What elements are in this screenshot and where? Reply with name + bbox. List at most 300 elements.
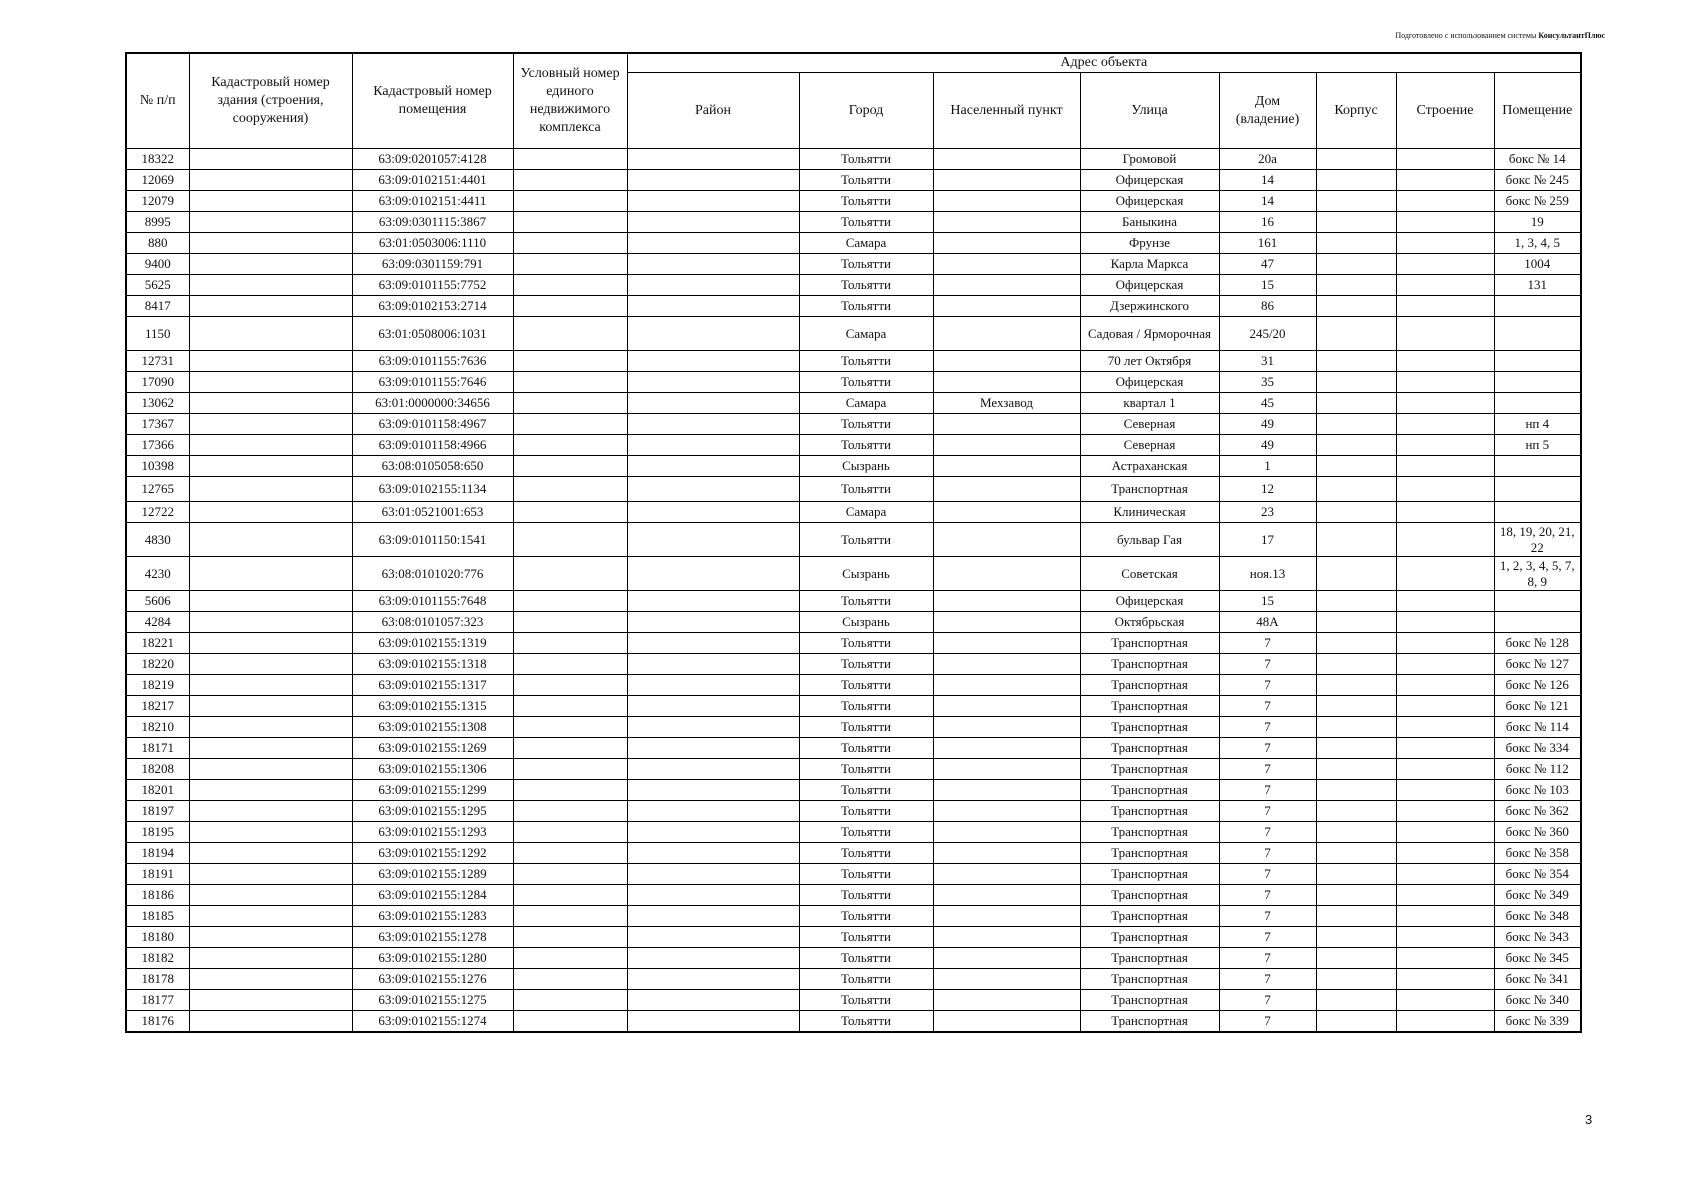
cell-city: Сызрань: [799, 557, 933, 591]
cell-num: 18171: [126, 738, 189, 759]
cell-building: [1316, 717, 1396, 738]
cell-num: 5625: [126, 275, 189, 296]
cell-settlement: [933, 557, 1080, 591]
cell-room-cadastral: 63:09:0102155:1308: [352, 717, 513, 738]
cell-structure: [1396, 591, 1494, 612]
table-row: [126, 801, 1581, 822]
cell-street: Транспортная: [1080, 969, 1219, 990]
cell-city: Тольятти: [799, 969, 933, 990]
table-row: [126, 696, 1581, 717]
cell-building: [1316, 1011, 1396, 1033]
cell-structure: [1396, 612, 1494, 633]
cell-building-cadastral: [189, 317, 352, 351]
cell-street: Транспортная: [1080, 780, 1219, 801]
cell-num: 17366: [126, 435, 189, 456]
cell-room-cadastral: 63:09:0102151:4401: [352, 170, 513, 191]
cell-building: [1316, 801, 1396, 822]
cell-room: бокс № 354: [1494, 864, 1581, 885]
cell-building: [1316, 456, 1396, 477]
cell-room-cadastral: 63:09:0102155:1292: [352, 843, 513, 864]
cell-building: [1316, 864, 1396, 885]
cell-settlement: [933, 233, 1080, 254]
cell-room: 1, 2, 3, 4, 5, 7, 8, 9: [1494, 557, 1581, 591]
cell-district: [627, 191, 799, 212]
cell-building: [1316, 969, 1396, 990]
cell-city: Тольятти: [799, 654, 933, 675]
cell-house: 7: [1219, 654, 1316, 675]
cell-structure: [1396, 969, 1494, 990]
cell-district: [627, 372, 799, 393]
cell-complex-number: [513, 633, 627, 654]
cell-district: [627, 969, 799, 990]
cell-complex-number: [513, 317, 627, 351]
cell-house: 31: [1219, 351, 1316, 372]
cell-room: бокс № 345: [1494, 948, 1581, 969]
cell-num: 8417: [126, 296, 189, 317]
cell-num: 18210: [126, 717, 189, 738]
cell-structure: [1396, 233, 1494, 254]
cell-structure: [1396, 149, 1494, 170]
cell-room: нп 5: [1494, 435, 1581, 456]
cell-settlement: [933, 780, 1080, 801]
cell-house: ноя.13: [1219, 557, 1316, 591]
cell-complex-number: [513, 351, 627, 372]
table-row: [126, 822, 1581, 843]
header-prefix: Подготовлено с использованием системы: [1395, 31, 1537, 40]
cell-room-cadastral: 63:09:0102155:1289: [352, 864, 513, 885]
cell-structure: [1396, 801, 1494, 822]
cell-city: Тольятти: [799, 1011, 933, 1033]
cell-house: 7: [1219, 759, 1316, 780]
cell-settlement: [933, 351, 1080, 372]
cell-room-cadastral: 63:09:0102155:1278: [352, 927, 513, 948]
cell-building-cadastral: [189, 633, 352, 654]
cell-building: [1316, 372, 1396, 393]
table-row: [126, 296, 1581, 317]
cell-building: [1316, 317, 1396, 351]
cell-room-cadastral: 63:09:0102155:1283: [352, 906, 513, 927]
cell-city: Тольятти: [799, 696, 933, 717]
cell-complex-number: [513, 885, 627, 906]
cell-settlement: [933, 801, 1080, 822]
cell-street: Транспортная: [1080, 738, 1219, 759]
cell-city: Тольятти: [799, 212, 933, 233]
cell-district: [627, 1011, 799, 1033]
cell-street: Астраханская: [1080, 456, 1219, 477]
cell-street: Транспортная: [1080, 843, 1219, 864]
cell-room: бокс № 126: [1494, 675, 1581, 696]
cell-complex-number: [513, 654, 627, 675]
cell-settlement: [933, 591, 1080, 612]
cell-settlement: [933, 149, 1080, 170]
cell-building-cadastral: [189, 948, 352, 969]
table-row: [126, 372, 1581, 393]
cell-district: [627, 822, 799, 843]
cell-complex-number: [513, 149, 627, 170]
cell-building: [1316, 591, 1396, 612]
cell-city: Тольятти: [799, 843, 933, 864]
cell-settlement: [933, 990, 1080, 1011]
table-row: [126, 906, 1581, 927]
cell-street: Транспортная: [1080, 696, 1219, 717]
cell-num: 18322: [126, 149, 189, 170]
cell-district: [627, 633, 799, 654]
cell-structure: [1396, 456, 1494, 477]
cell-room: бокс № 349: [1494, 885, 1581, 906]
cell-street: Садовая / Ярморочная: [1080, 317, 1219, 351]
cell-num: 18180: [126, 927, 189, 948]
cell-num: 18177: [126, 990, 189, 1011]
cell-structure: [1396, 717, 1494, 738]
cell-complex-number: [513, 435, 627, 456]
cell-room: [1494, 456, 1581, 477]
cell-building: [1316, 149, 1396, 170]
table-row: [126, 233, 1581, 254]
cell-settlement: [933, 296, 1080, 317]
cell-house: 7: [1219, 864, 1316, 885]
cell-structure: [1396, 927, 1494, 948]
cell-room: бокс № 348: [1494, 906, 1581, 927]
cell-room: бокс № 340: [1494, 990, 1581, 1011]
cell-city: Тольятти: [799, 717, 933, 738]
cell-street: Транспортная: [1080, 717, 1219, 738]
cell-room: бокс № 128: [1494, 633, 1581, 654]
cell-num: 18186: [126, 885, 189, 906]
table-row: [126, 435, 1581, 456]
cell-district: [627, 212, 799, 233]
cell-building-cadastral: [189, 170, 352, 191]
cell-room: [1494, 612, 1581, 633]
cell-building: [1316, 170, 1396, 191]
cell-street: Офицерская: [1080, 191, 1219, 212]
cell-complex-number: [513, 1011, 627, 1033]
cell-house: 7: [1219, 843, 1316, 864]
cell-settlement: [933, 212, 1080, 233]
cell-city: Самара: [799, 502, 933, 523]
cell-room: бокс № 259: [1494, 191, 1581, 212]
cell-street: Транспортная: [1080, 948, 1219, 969]
cell-district: [627, 654, 799, 675]
cell-house: 23: [1219, 502, 1316, 523]
cell-room-cadastral: 63:09:0101150:1541: [352, 523, 513, 557]
cell-room: бокс № 112: [1494, 759, 1581, 780]
cell-street: Транспортная: [1080, 801, 1219, 822]
cell-structure: [1396, 502, 1494, 523]
cell-street: Транспортная: [1080, 927, 1219, 948]
cell-structure: [1396, 393, 1494, 414]
cell-building-cadastral: [189, 414, 352, 435]
cell-house: 7: [1219, 969, 1316, 990]
cell-room-cadastral: 63:09:0101155:7752: [352, 275, 513, 296]
cell-room: нп 4: [1494, 414, 1581, 435]
cell-num: 18182: [126, 948, 189, 969]
table-row: [126, 1011, 1581, 1033]
cell-settlement: [933, 254, 1080, 275]
cell-settlement: [933, 738, 1080, 759]
cell-num: 13062: [126, 393, 189, 414]
cell-district: [627, 843, 799, 864]
cell-district: [627, 456, 799, 477]
cell-num: 880: [126, 233, 189, 254]
cell-house: 7: [1219, 780, 1316, 801]
cell-room-cadastral: 63:08:0101057:323: [352, 612, 513, 633]
cell-building-cadastral: [189, 864, 352, 885]
cell-complex-number: [513, 843, 627, 864]
table-row: [126, 843, 1581, 864]
cell-district: [627, 149, 799, 170]
cell-district: [627, 612, 799, 633]
cell-house: 161: [1219, 233, 1316, 254]
cell-building: [1316, 738, 1396, 759]
cell-house: 7: [1219, 885, 1316, 906]
table-row: [126, 212, 1581, 233]
cell-street: Офицерская: [1080, 372, 1219, 393]
cell-building-cadastral: [189, 502, 352, 523]
cell-city: Тольятти: [799, 759, 933, 780]
cell-room-cadastral: 63:09:0102155:1315: [352, 696, 513, 717]
cell-house: 7: [1219, 675, 1316, 696]
cell-structure: [1396, 675, 1494, 696]
cell-structure: [1396, 738, 1494, 759]
cell-building-cadastral: [189, 254, 352, 275]
cell-district: [627, 477, 799, 502]
cell-building-cadastral: [189, 523, 352, 557]
cell-structure: [1396, 633, 1494, 654]
cell-room: 1, 3, 4, 5: [1494, 233, 1581, 254]
cell-complex-number: [513, 233, 627, 254]
cell-building: [1316, 212, 1396, 233]
cell-complex-number: [513, 738, 627, 759]
cell-settlement: [933, 675, 1080, 696]
cell-city: Тольятти: [799, 948, 933, 969]
cell-city: Тольятти: [799, 296, 933, 317]
cell-settlement: [933, 822, 1080, 843]
cell-street: Северная: [1080, 414, 1219, 435]
cell-room: [1494, 502, 1581, 523]
table-row: [126, 414, 1581, 435]
cell-district: [627, 233, 799, 254]
cell-building-cadastral: [189, 557, 352, 591]
cell-num: 1150: [126, 317, 189, 351]
cell-building-cadastral: [189, 780, 352, 801]
cell-street: Транспортная: [1080, 1011, 1219, 1033]
cell-house: 49: [1219, 414, 1316, 435]
cell-room: 18, 19, 20, 21, 22: [1494, 523, 1581, 557]
cell-room-cadastral: 63:01:0508006:1031: [352, 317, 513, 351]
cell-structure: [1396, 372, 1494, 393]
cell-building: [1316, 906, 1396, 927]
cell-complex-number: [513, 927, 627, 948]
cell-room-cadastral: 63:01:0503006:1110: [352, 233, 513, 254]
header-structure: Строение: [1396, 73, 1494, 149]
cell-house: 12: [1219, 477, 1316, 502]
cell-house: 35: [1219, 372, 1316, 393]
cell-num: 18201: [126, 780, 189, 801]
cell-num: 18219: [126, 675, 189, 696]
cell-city: Тольятти: [799, 906, 933, 927]
cell-house: 7: [1219, 696, 1316, 717]
cell-street: Офицерская: [1080, 591, 1219, 612]
cell-district: [627, 414, 799, 435]
table-container: [125, 52, 1580, 1033]
cell-complex-number: [513, 717, 627, 738]
cell-district: [627, 523, 799, 557]
cell-settlement: [933, 1011, 1080, 1033]
cell-structure: [1396, 414, 1494, 435]
cell-settlement: [933, 502, 1080, 523]
cell-structure: [1396, 275, 1494, 296]
cell-settlement: [933, 717, 1080, 738]
cell-room-cadastral: 63:09:0102155:1317: [352, 675, 513, 696]
cell-house: 7: [1219, 801, 1316, 822]
cell-room-cadastral: 63:09:0101155:7636: [352, 351, 513, 372]
table-row: [126, 948, 1581, 969]
cell-street: бульвар Гая: [1080, 523, 1219, 557]
cell-city: Тольятти: [799, 170, 933, 191]
cell-building-cadastral: [189, 372, 352, 393]
cell-complex-number: [513, 502, 627, 523]
cell-building-cadastral: [189, 927, 352, 948]
cell-num: 18191: [126, 864, 189, 885]
cell-building: [1316, 296, 1396, 317]
cell-num: 10398: [126, 456, 189, 477]
cell-building-cadastral: [189, 906, 352, 927]
cell-house: 7: [1219, 633, 1316, 654]
cell-num: 17090: [126, 372, 189, 393]
cell-city: Тольятти: [799, 822, 933, 843]
cell-city: Тольятти: [799, 414, 933, 435]
cell-num: 8995: [126, 212, 189, 233]
cell-complex-number: [513, 296, 627, 317]
cell-district: [627, 717, 799, 738]
cell-district: [627, 296, 799, 317]
cell-room: бокс № 114: [1494, 717, 1581, 738]
table-row: [126, 170, 1581, 191]
cell-settlement: Мехзавод: [933, 393, 1080, 414]
cell-house: 7: [1219, 822, 1316, 843]
cell-settlement: [933, 435, 1080, 456]
cell-street: Клиническая: [1080, 502, 1219, 523]
cell-street: Транспортная: [1080, 477, 1219, 502]
cell-complex-number: [513, 523, 627, 557]
cell-num: 18217: [126, 696, 189, 717]
cell-complex-number: [513, 557, 627, 591]
cell-street: Транспортная: [1080, 633, 1219, 654]
cell-street: Транспортная: [1080, 885, 1219, 906]
cell-building-cadastral: [189, 351, 352, 372]
cell-house: 49: [1219, 435, 1316, 456]
cell-building-cadastral: [189, 885, 352, 906]
cell-building-cadastral: [189, 393, 352, 414]
cell-district: [627, 696, 799, 717]
header-building-cadastral: Кадастровый номер здания (строения, сооружения): [189, 53, 352, 149]
cell-city: Тольятти: [799, 675, 933, 696]
cell-building-cadastral: [189, 612, 352, 633]
cell-city: Тольятти: [799, 780, 933, 801]
cell-room: бокс № 343: [1494, 927, 1581, 948]
cell-room-cadastral: 63:09:0102155:1319: [352, 633, 513, 654]
cell-city: Тольятти: [799, 372, 933, 393]
cell-street: квартал 1: [1080, 393, 1219, 414]
cell-room-cadastral: 63:09:0102155:1275: [352, 990, 513, 1011]
cell-building-cadastral: [189, 233, 352, 254]
cell-complex-number: [513, 254, 627, 275]
cell-complex-number: [513, 990, 627, 1011]
cell-district: [627, 435, 799, 456]
cell-complex-number: [513, 675, 627, 696]
cell-room: бокс № 341: [1494, 969, 1581, 990]
cell-building-cadastral: [189, 212, 352, 233]
cell-room-cadastral: 63:01:0521001:653: [352, 502, 513, 523]
cell-street: 70 лет Октября: [1080, 351, 1219, 372]
cell-house: 14: [1219, 191, 1316, 212]
cell-settlement: [933, 477, 1080, 502]
cell-settlement: [933, 612, 1080, 633]
cell-num: 12079: [126, 191, 189, 212]
cell-street: Октябрьская: [1080, 612, 1219, 633]
cell-complex-number: [513, 275, 627, 296]
cell-room-cadastral: 63:09:0102155:1306: [352, 759, 513, 780]
cell-room-cadastral: 63:09:0101155:7646: [352, 372, 513, 393]
cell-room: [1494, 477, 1581, 502]
cell-district: [627, 927, 799, 948]
cell-city: Тольятти: [799, 523, 933, 557]
cell-num: 18221: [126, 633, 189, 654]
cell-settlement: [933, 414, 1080, 435]
cell-complex-number: [513, 864, 627, 885]
cell-complex-number: [513, 948, 627, 969]
cell-building-cadastral: [189, 275, 352, 296]
cell-room: 19: [1494, 212, 1581, 233]
table-row: [126, 557, 1581, 591]
header-address-group: Адрес объекта: [627, 53, 1581, 73]
cell-city: Тольятти: [799, 149, 933, 170]
cell-street: Транспортная: [1080, 675, 1219, 696]
cell-city: Тольятти: [799, 435, 933, 456]
cell-num: 18194: [126, 843, 189, 864]
cell-structure: [1396, 212, 1494, 233]
cell-house: 7: [1219, 1011, 1316, 1033]
cell-room: бокс № 358: [1494, 843, 1581, 864]
cell-district: [627, 275, 799, 296]
cell-building-cadastral: [189, 456, 352, 477]
cell-settlement: [933, 191, 1080, 212]
cell-room-cadastral: 63:09:0102155:1280: [352, 948, 513, 969]
header-complex-number: Условный номер единого недвижимого комплекса: [513, 53, 627, 149]
cell-settlement: [933, 523, 1080, 557]
cell-complex-number: [513, 212, 627, 233]
cell-building: [1316, 759, 1396, 780]
table-row: [126, 612, 1581, 633]
cell-complex-number: [513, 191, 627, 212]
cell-room: [1494, 317, 1581, 351]
cell-house: 7: [1219, 948, 1316, 969]
cell-building-cadastral: [189, 759, 352, 780]
cell-room-cadastral: 63:09:0102153:2714: [352, 296, 513, 317]
cell-settlement: [933, 372, 1080, 393]
cell-district: [627, 502, 799, 523]
cell-structure: [1396, 654, 1494, 675]
cell-complex-number: [513, 822, 627, 843]
table-row: [126, 990, 1581, 1011]
cell-building: [1316, 351, 1396, 372]
cell-building: [1316, 477, 1396, 502]
cell-city: Тольятти: [799, 864, 933, 885]
cell-num: 9400: [126, 254, 189, 275]
table-row: [126, 523, 1581, 557]
cell-city: Тольятти: [799, 477, 933, 502]
cell-building-cadastral: [189, 149, 352, 170]
